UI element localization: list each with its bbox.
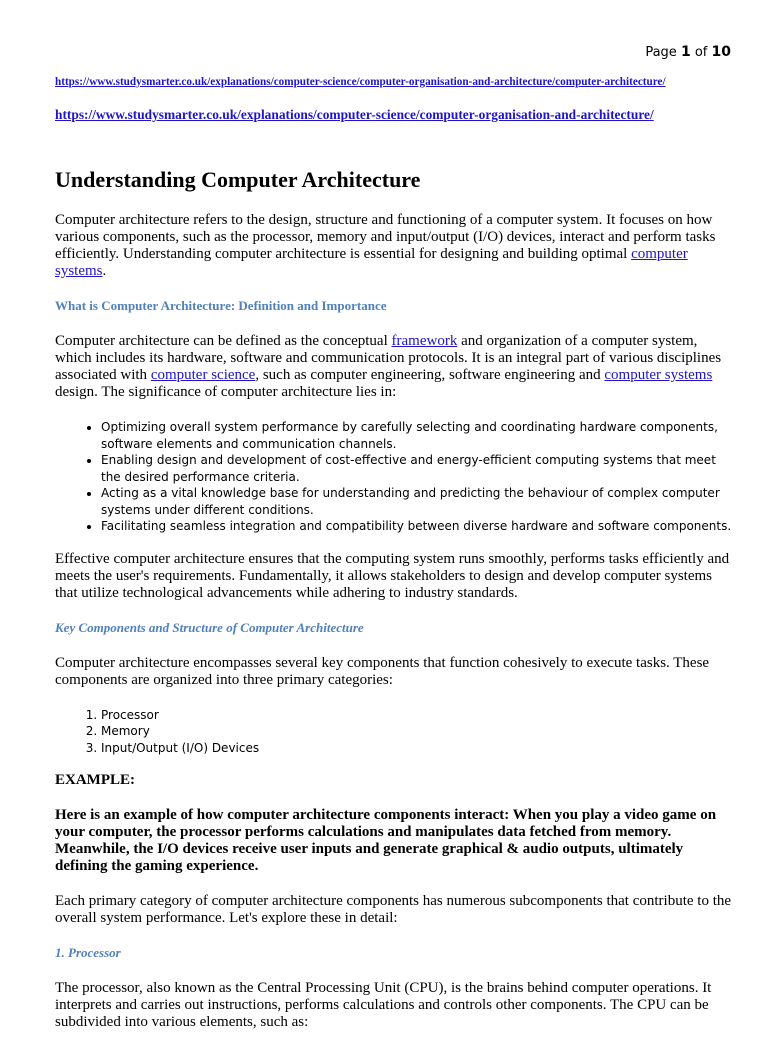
document-body	[55, 166, 735, 1049]
definition-paragraph	[55, 333, 735, 401]
intro-text: Computer architecture refers to the design, structure and functioning of a computer system. It focuses on how various components, such as the processor, memory and input/output (I/O) devices, interact and perform tasks efficiently. Understanding computer architecture is essential for designing and building optimal	[55, 212, 716, 262]
page-title: Understanding Computer Architecture	[55, 167, 421, 192]
components-paragraph: Computer architecture encompasses several key components that function cohesively to execute tasks. These components are organized into three primary categories:	[55, 654, 710, 688]
computer-science-link[interactable]: computer science	[150, 367, 256, 383]
page-total: 10	[711, 44, 731, 60]
definition-text-a: Computer architecture can be defined as the conceptual	[55, 333, 392, 349]
components-list	[55, 707, 735, 757]
list-item: 3. Input/Output (I/O) Devices	[101, 740, 735, 757]
subcomponents-paragraph: Each primary category of computer architecture components has numerous subcomponents that contribute to the overall system performance. Let's explore these in detail:	[55, 893, 732, 926]
source-url-link[interactable]: https://www.studysmarter.co.uk/explanations/computer-science/computer-organisation-and-architecture/computer-architecture/	[55, 76, 666, 88]
framework-link[interactable]: framework	[391, 333, 458, 349]
list-item: • Enabling design and development of cost-effective and energy-efficient computing systems that meet the desired performance criteria.	[101, 452, 735, 485]
definition-text-b: and organization of a computer system, which includes its hardware, software and communication protocols. It is an integral part of various disciplines associated with	[55, 333, 722, 383]
effective-architecture-paragraph: Effective computer architecture ensures that the computing system runs smoothly, performs tasks efficiently and meets the user's requirements. Fundamentally, it allows stakeholders to design and develop computer systems that utilize technological advancements while adhering to industry standards.	[55, 550, 730, 601]
computer-systems-link[interactable]: computer systems	[55, 246, 688, 279]
significance-list	[55, 419, 735, 535]
list-item: • Acting as a vital knowledge base for understanding and predicting the behaviour of complex computer systems under different conditions.	[101, 485, 735, 518]
category-url-link[interactable]: https://www.studysmarter.co.uk/explanations/computer-science/computer-organisation-and-architecture/	[55, 107, 654, 122]
list-item: 1. Processor	[101, 707, 735, 724]
intro-text-end: .	[102, 263, 107, 279]
intro-paragraph	[55, 212, 735, 280]
section-heading-components: Key Components and Structure of Computer Architecture	[55, 619, 364, 635]
list-item: • Optimizing overall system performance by carefully selecting and coordinating hardware components, software elements and communication channels.	[101, 419, 735, 452]
definition-text-c: , such as computer engineering, software engineering and	[255, 367, 605, 383]
page-of: of	[694, 45, 708, 60]
example-label: EXAMPLE:	[55, 772, 135, 788]
list-item: • Facilitating seamless integration and compatibility between diverse hardware and software components.	[101, 518, 735, 535]
section-heading-processor: 1. Processor	[55, 945, 121, 960]
processor-paragraph: The processor, also known as the Central Processing Unit (CPU), is the brains behind computer operations. It interprets and carries out instructions, performs calculations and controls other components. The CPU can be subdivided into various elements, such as:	[55, 980, 712, 1030]
section-heading-definition: What is Computer Architecture: Definition and Importance	[55, 298, 387, 313]
page-number	[645, 44, 731, 60]
example-text: Here is an example of how computer architecture components interact: When you play a video game on your computer, the processor performs calculations and manipulates data fetched from memory. Meanwhile, the I/O devices receive user inputs and generate graphical & audio outputs, ultimately defining the gaming experience.	[55, 807, 717, 874]
computer-systems-link-2[interactable]: computer systems	[604, 367, 713, 383]
list-item: 2. Memory	[101, 723, 735, 740]
page-current: 1	[680, 44, 691, 60]
page-word: Page	[645, 45, 677, 60]
definition-text-d: design. The significance of computer architecture lies in:	[55, 384, 397, 400]
